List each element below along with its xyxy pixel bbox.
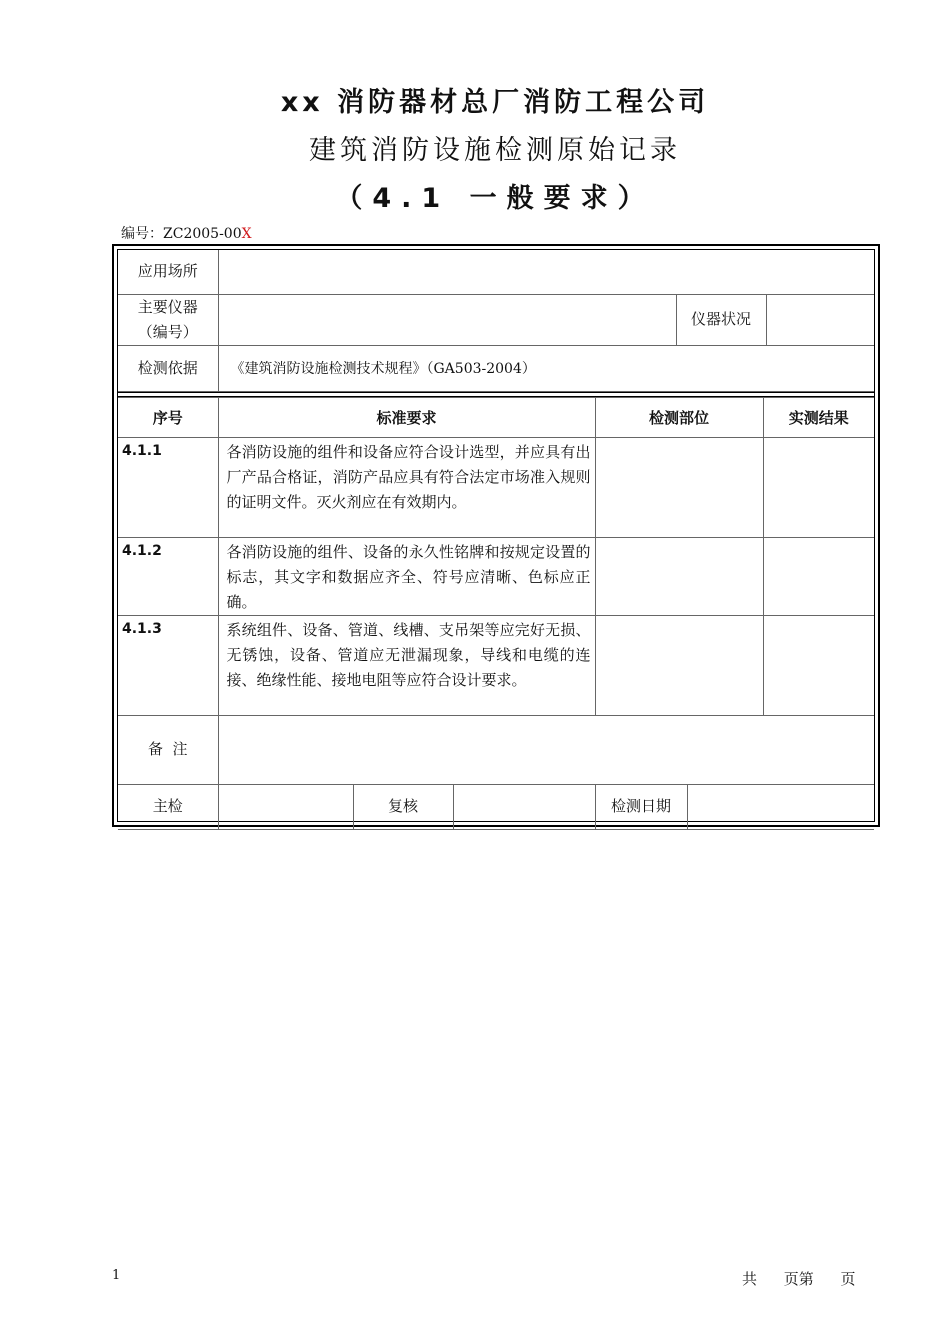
row-result-field[interactable]: [763, 537, 874, 615]
row-result-field[interactable]: [763, 615, 874, 715]
inspector-label: 主检: [118, 785, 218, 829]
remarks-label: 备 注: [118, 716, 218, 785]
instrument-label-line1: 主要仪器: [137, 297, 198, 316]
inspector-field[interactable]: [218, 785, 353, 829]
document-number-prefix: 编号：ZC2005-00: [121, 226, 242, 242]
instrument-label: [118, 294, 218, 345]
remarks-table: [118, 716, 874, 786]
requirements-table: [118, 397, 874, 716]
row-requirement: 系统组件、设备、管道、线槽、支吊架等应完好无损、无锈蚀，设备、管道应无泄漏现象，导线和电缆的连接、绝缘性能、接地电阻等应符合设计要求。: [218, 615, 595, 715]
test-date-label: 检测日期: [595, 785, 687, 829]
reviewer-label: 复核: [353, 785, 453, 829]
record-form: [112, 244, 880, 827]
row-location-field[interactable]: [595, 537, 763, 615]
basis-label: 检测依据: [118, 345, 218, 391]
remarks-field[interactable]: [218, 716, 874, 785]
signoff-table: [118, 785, 874, 830]
table-row: [118, 615, 874, 715]
section-title: （4.1 一般要求）: [335, 183, 655, 214]
instrument-status-label: 仪器状况: [676, 294, 766, 345]
instrument-label-line2: （编号）: [137, 322, 198, 341]
row-requirement: 各消防设施的组件和设备应符合设计选型，并应具有出厂产品合格证，消防产品应具有符合法定市场准入规则的证明文件。灭火剂应在有效期内。: [218, 437, 595, 537]
instrument-status-field[interactable]: [766, 294, 874, 345]
row-number: 4.1.1: [118, 437, 218, 537]
table-row: [118, 437, 874, 537]
column-header-location: 检测部位: [595, 397, 763, 437]
info-table: [118, 250, 874, 392]
page-count: 共 页第 页: [742, 1270, 856, 1288]
row-number: 4.1.2: [118, 537, 218, 615]
row-number: 4.1.3: [118, 615, 218, 715]
company-name: xx 消防器材总厂消防工程公司: [280, 87, 710, 118]
page-number: 1: [112, 1268, 121, 1283]
basis-value: 《建筑消防设施检测技术规程》（GA503-2004）: [218, 345, 874, 391]
row-location-field[interactable]: [595, 437, 763, 537]
venue-label: 应用场所: [118, 250, 218, 294]
table-row: [118, 537, 874, 615]
column-header-no: 序号: [118, 397, 218, 437]
column-header-result: 实测结果: [763, 397, 874, 437]
document-number-suffix: X: [241, 226, 252, 242]
test-date-field[interactable]: [687, 785, 874, 829]
column-header-requirement: 标准要求: [218, 397, 595, 437]
row-result-field[interactable]: [763, 437, 874, 537]
venue-field[interactable]: [218, 250, 874, 294]
record-title: 建筑消防设施检测原始记录: [309, 135, 681, 166]
row-location-field[interactable]: [595, 615, 763, 715]
reviewer-field[interactable]: [453, 785, 595, 829]
row-requirement: 各消防设施的组件、设备的永久性铭牌和按规定设置的标志，其文字和数据应齐全、符号应清晰、色标应正确。: [218, 537, 595, 615]
instrument-field[interactable]: [218, 294, 676, 345]
document-number: [121, 223, 252, 243]
